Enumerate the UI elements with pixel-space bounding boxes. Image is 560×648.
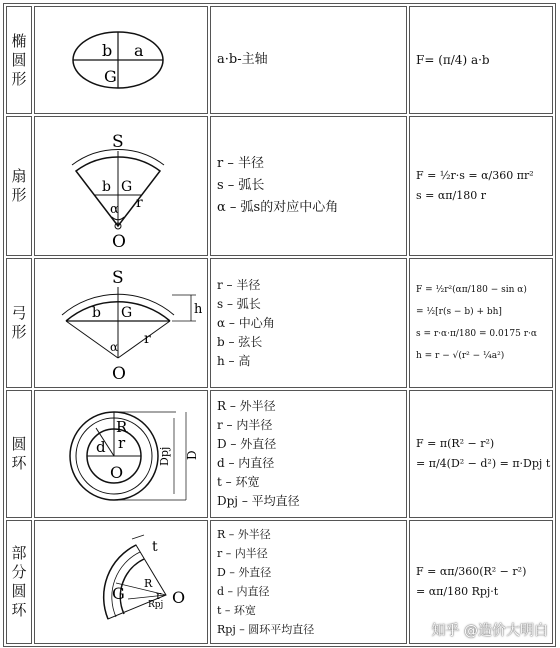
label-d: d bbox=[96, 438, 106, 456]
formula-line: F = π(R² − r²) bbox=[416, 437, 495, 450]
formula-cell bbox=[409, 6, 553, 114]
label-s: S bbox=[112, 132, 124, 152]
formula-line: F = ½r·s = α/360 πr² bbox=[416, 169, 534, 182]
row-ellipse bbox=[6, 6, 553, 114]
name-char: 形 bbox=[11, 69, 27, 88]
name-char: 圆 bbox=[11, 582, 27, 600]
description-line: s – 弧长 bbox=[217, 178, 265, 193]
description-cell bbox=[210, 390, 407, 518]
name-char: 形 bbox=[11, 323, 27, 341]
label-rpj: Rpj bbox=[148, 600, 164, 610]
name-char: 椭 bbox=[11, 31, 27, 50]
ellipse-figure bbox=[36, 10, 206, 110]
row-segment bbox=[6, 258, 553, 388]
formula-line: s = απ/180 r bbox=[416, 189, 486, 202]
label-t: t bbox=[152, 539, 158, 555]
figure-cell bbox=[34, 6, 208, 114]
description-line: Dpj – 平均直径 bbox=[217, 494, 300, 508]
label-a: a bbox=[134, 41, 144, 60]
name-char: 环 bbox=[11, 601, 27, 619]
formula-cell bbox=[409, 390, 553, 518]
formula-line: F = απ/360(R² − r²) bbox=[416, 565, 527, 578]
label-o: O bbox=[172, 588, 186, 607]
label-g: G bbox=[112, 584, 125, 603]
label-s: S bbox=[112, 268, 124, 288]
description-line: d – 内直径 bbox=[217, 456, 275, 470]
name-char: 圆 bbox=[11, 50, 27, 69]
label-dpj: Dpj bbox=[158, 446, 171, 466]
shape-name-cell bbox=[6, 116, 32, 256]
label-r: r bbox=[136, 195, 143, 211]
label-alpha: α bbox=[110, 340, 119, 354]
description-line: d – 内直径 bbox=[217, 585, 270, 598]
description-line: b – 弦长 bbox=[217, 334, 263, 349]
label-o: O bbox=[110, 463, 124, 482]
name-char: 形 bbox=[11, 186, 27, 204]
sector-figure bbox=[36, 121, 206, 251]
description-line: α – 中心角 bbox=[217, 315, 275, 330]
name-char: 弓 bbox=[11, 304, 27, 322]
figure-cell bbox=[34, 390, 208, 518]
label-capital-r: R bbox=[116, 418, 128, 436]
label-alpha: α bbox=[110, 202, 119, 217]
label-o: O bbox=[112, 232, 126, 251]
formula-line: = απ/180 Rpj·t bbox=[416, 585, 499, 598]
figure-cell bbox=[34, 258, 208, 388]
label-h: h bbox=[194, 302, 203, 317]
shape-name-cell bbox=[6, 6, 32, 114]
row-annulus bbox=[6, 390, 553, 518]
label-r: r bbox=[144, 331, 151, 347]
formula-line: F= (π/4) a·b bbox=[416, 53, 490, 67]
label-b: b bbox=[102, 179, 111, 195]
name-char: 圆 bbox=[11, 435, 27, 453]
description-line: R – 外半径 bbox=[217, 528, 271, 541]
row-sector bbox=[6, 116, 553, 256]
description-cell bbox=[210, 258, 407, 388]
label-r: r bbox=[156, 589, 162, 602]
partial-annulus-figure bbox=[36, 523, 206, 641]
description-line: h – 高 bbox=[217, 353, 251, 368]
label-b: b bbox=[102, 41, 113, 60]
description-line: Rpj – 圆环平均直径 bbox=[217, 623, 315, 636]
description-line: D – 外直径 bbox=[217, 437, 277, 451]
annulus-figure bbox=[36, 394, 206, 514]
name-char: 部 bbox=[11, 544, 27, 562]
label-capital-d: D bbox=[185, 450, 199, 460]
description-cell bbox=[210, 116, 407, 256]
label-g: G bbox=[121, 179, 133, 195]
formula-line: s = r·α·π/180 = 0.0175 r·α bbox=[416, 329, 537, 339]
formula-line: F = ½r²(απ/180 − sin α) bbox=[416, 285, 527, 295]
formula-cell bbox=[409, 116, 553, 256]
description-line: r – 内半径 bbox=[217, 418, 273, 432]
description-line: r – 内半径 bbox=[217, 547, 268, 560]
description-line: D – 外直径 bbox=[217, 566, 272, 579]
description-line: α – 弧s的对应中心角 bbox=[217, 200, 339, 215]
formula-line: = π/4(D² − d²) = π·Dpj t bbox=[416, 457, 551, 470]
shape-name-cell bbox=[6, 258, 32, 388]
label-capital-r: R bbox=[144, 577, 153, 590]
name-char: 扇 bbox=[11, 167, 27, 185]
label-o: O bbox=[112, 364, 126, 383]
formula-line: = ½[r(s − b) + bh] bbox=[416, 307, 502, 317]
label-r: r bbox=[118, 434, 126, 452]
description-cell bbox=[210, 520, 407, 644]
figure-cell bbox=[34, 116, 208, 256]
formula-line: h = r − √(r² − ¼a²) bbox=[416, 351, 505, 361]
description-line: r – 半径 bbox=[217, 277, 261, 292]
shape-area-table bbox=[3, 3, 556, 647]
shape-name-cell bbox=[6, 390, 32, 518]
name-char: 环 bbox=[11, 454, 27, 472]
formula-cell bbox=[409, 258, 553, 388]
description-line: t – 环宽 bbox=[217, 604, 256, 617]
label-g: G bbox=[104, 67, 117, 86]
shape-name-cell bbox=[6, 520, 32, 644]
name-char: 分 bbox=[11, 563, 27, 581]
watermark: 知乎 @造价大明白 bbox=[431, 623, 548, 639]
description-line: R – 外半径 bbox=[217, 399, 276, 413]
label-b: b bbox=[92, 305, 101, 321]
description-line: a·b-主轴 bbox=[217, 52, 268, 67]
figure-cell bbox=[34, 520, 208, 644]
description-line: t – 环宽 bbox=[217, 475, 260, 489]
segment-figure bbox=[36, 263, 206, 383]
label-g: G bbox=[121, 305, 133, 321]
description-line: r – 半径 bbox=[217, 156, 264, 171]
description-line: s – 弧长 bbox=[217, 296, 261, 311]
description-cell bbox=[210, 6, 407, 114]
